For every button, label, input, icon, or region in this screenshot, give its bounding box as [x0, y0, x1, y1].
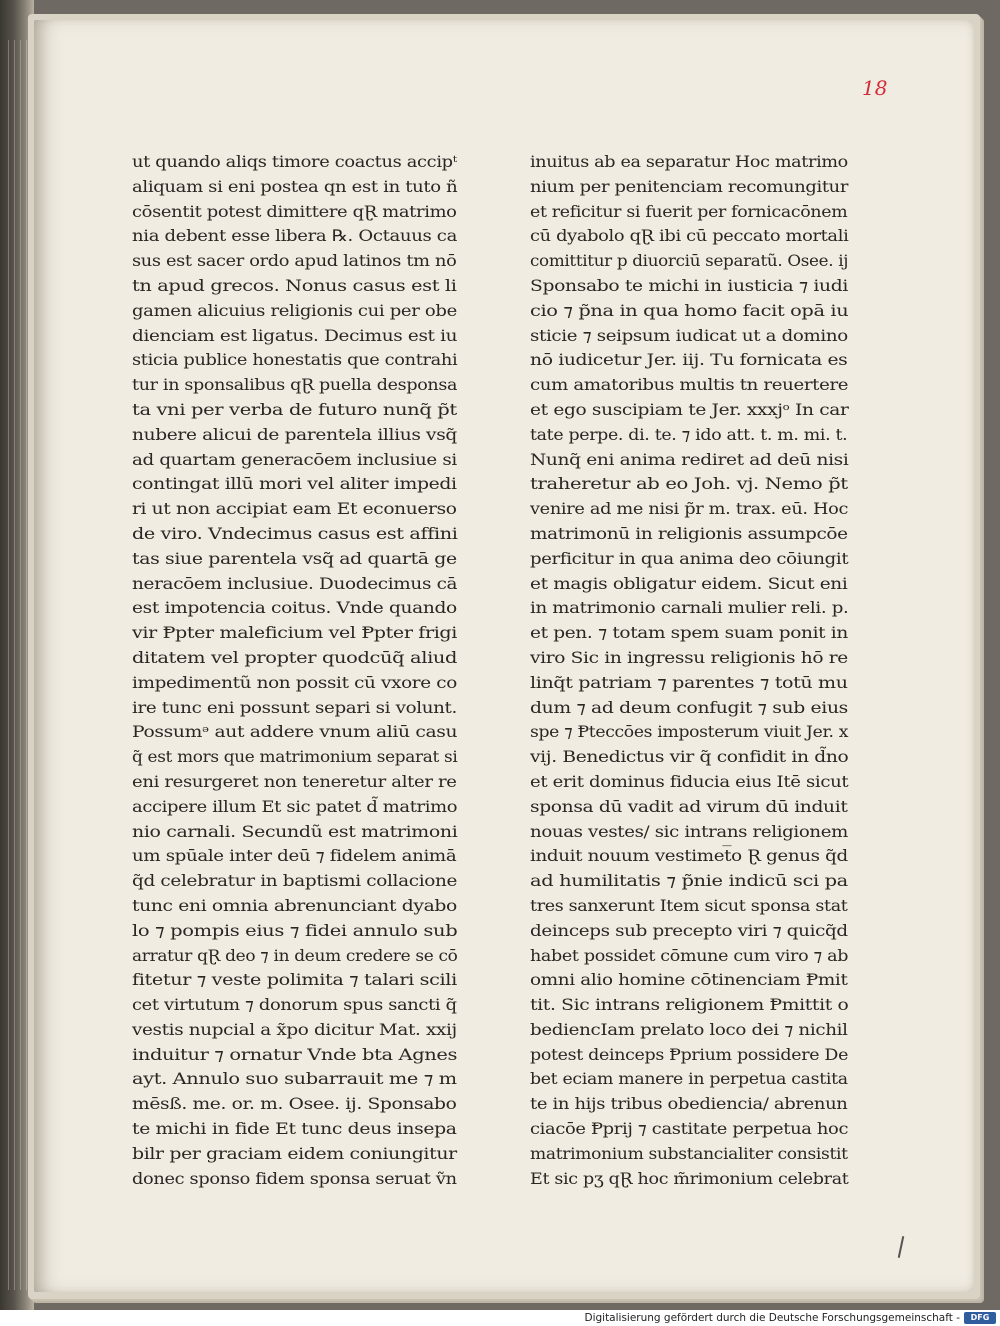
text-line: tunc eni omnia abrenunciant dyabo — [132, 895, 457, 915]
text-line: nō iudicetur Jer. iij. Tu fornicata es — [530, 350, 848, 370]
text-line: venire ad me nisi p̃r m. trax. eū. Hoc — [530, 499, 849, 519]
text-line: in matrimonio carnali mulier reli. p. — [530, 598, 849, 618]
footer-bar — [0, 1310, 1000, 1326]
text-line: bediencIam prelato loco dei ⁊ nichil — [530, 1019, 848, 1039]
text-line: est impotencia coitus. Vnde quando — [132, 598, 457, 618]
digitization-credit: Digitalisierung gefördert durch die Deutsche Forschungsgemeinschaft - — [584, 1312, 960, 1324]
text-line: donec sponso fidem sponsa seruat ṽn — [132, 1168, 457, 1188]
text-line: comittitur p diuorciū separatũ. Osee. ij — [530, 251, 849, 271]
text-line: ad quartam generacōem inclusiue si — [132, 449, 457, 469]
text-line: sponsa dū vadit ad virum dū induit — [530, 796, 848, 816]
text-line: et erit dominus fiducia eius Itē sicut — [530, 771, 849, 791]
text-line: nia debent esse libera ℞. Octauus ca — [132, 226, 458, 246]
text-line: ire tunc eni possunt separi si volunt. — [132, 697, 457, 717]
text-line: dienciam est ligatus. Decimus est iu — [132, 325, 458, 345]
text-line: tn apud grecos. Nonus casus est li — [132, 275, 457, 295]
text-line: eni resurgeret non teneretur alter re — [132, 771, 457, 791]
text-line: ri ut non accipiat eam Et econuerso — [132, 499, 457, 519]
text-line: te michi in fide Et tunc deus insepa — [132, 1119, 457, 1139]
text-line: et ego suscipiam te Jer. xxxjᵒ In car — [530, 399, 849, 419]
text-line: sticie ⁊ seipsum iudicat ut a domino — [530, 325, 848, 345]
text-line: deinceps sub precepto viri ⁊ quicq̃d — [530, 920, 848, 940]
text-line: viro Sic in ingressu religionis hō re — [530, 647, 848, 667]
text-line: vestis nupcial a x̃po dicitur Mat. xxij — [132, 1019, 457, 1039]
dfg-logo-icon: DFG — [964, 1312, 996, 1324]
text-line: tas siue parentela vsq̃ ad quartā ge — [132, 548, 457, 568]
left-text-column — [132, 150, 462, 1191]
text-line: potest deinceps Ᵽprium possidere De — [530, 1044, 849, 1064]
text-line: cum amatoribus multis tn reuertere — [530, 375, 849, 395]
text-line: induitur ⁊ ornatur Vnde bta Agnes — [132, 1044, 458, 1064]
text-line: um spūale inter deū ⁊ fidelem animā — [132, 846, 457, 866]
text-line: ta vni per verba de futuro nunq̃ p̃t — [132, 399, 457, 419]
text-line: tres sanxerunt Item sicut sponsa stat — [530, 895, 848, 915]
text-line: mēsß. me. or. m. Osee. ij. Sponsabo — [132, 1094, 457, 1114]
text-line: bet eciam manere in perpetua castita — [530, 1069, 848, 1089]
text-line: de viro. Vndecimus casus est affini — [132, 523, 458, 543]
text-line: nium per penitenciam recomungitur — [530, 176, 849, 196]
text-line: accipere illum Et sic patet d̃ matrimo — [132, 796, 458, 816]
text-line: habet possidet cōmune cum viro ⁊ ab — [530, 945, 849, 965]
text-line: et pen. ⁊ totam spem suam ponit in — [530, 623, 848, 643]
text-line: gamen alicuius religionis cui per obe — [132, 300, 457, 320]
text-line: ditatem vel propter quodcūq̃ aliud — [132, 647, 458, 667]
text-line: contingat illū mori vel aliter impedi — [132, 474, 457, 494]
text-line: q̃ est mors que matrimonium separat si — [132, 747, 458, 767]
text-line: linq̃t patriam ⁊ parentes ⁊ totū mu — [530, 672, 848, 692]
text-line: dum ⁊ ad deum confugit ⁊ sub eius — [530, 697, 848, 717]
text-line: neracōem inclusiue. Duodecimus cā — [132, 573, 458, 593]
text-line: arratur qⱤ deo ⁊ in deum credere se cō — [132, 945, 458, 965]
text-line: matrimonū in religionis assumpcōe — [530, 523, 848, 543]
text-line: spe ⁊ Ᵽteccōes imposterum viuit Jer. x — [530, 722, 849, 742]
text-line: ut quando aliqs timore coactus accipᵗ — [132, 152, 457, 171]
text-line: inuitus ab ea separatur Hoc matrimo — [530, 152, 848, 171]
folio-number: 18 — [862, 76, 888, 100]
text-line: nio carnali. Secundũ est matrimoni — [132, 821, 458, 841]
text-line: vij. Benedictus vir q̃ confidit in d̃no — [530, 747, 849, 767]
text-line: fitetur ⁊ veste polimita ⁊ talari scili — [132, 970, 457, 990]
text-line: omni alio homine cōtinenciam Ᵽmit — [530, 970, 848, 990]
text-line: nubere alicui de parentela illius vsq̃ — [132, 424, 457, 444]
text-line: Et sic pʒ qⱤ hoc m̃rimonium celebrat — [530, 1168, 849, 1188]
text-line: cōsentit potest dimittere qⱤ matrimo — [132, 201, 457, 221]
text-line: ayt. Annulo suo subarrauit me ⁊ m — [132, 1069, 457, 1089]
right-text-column — [530, 150, 855, 1191]
text-line: Nunq̃ eni anima rediret ad deū nisi — [530, 449, 849, 469]
text-line: Possumᵊ aut addere vnum aliū casu — [132, 722, 458, 742]
text-line: sus est sacer ordo apud latinos tm nō — [132, 251, 457, 271]
text-line: ad humilitatis ⁊ p̃nie indicū sci pa — [530, 871, 848, 891]
text-line: et magis obligatur eidem. Sicut eni — [530, 573, 848, 593]
text-line: cū dyabolo qⱤ ibi cū peccato mortali — [530, 226, 849, 246]
text-line: traheretur ab eo Joh. vj. Nemo p̃t — [530, 474, 848, 494]
text-line: vir Ᵽpter maleficium vel Ᵽpter frigi — [132, 623, 458, 643]
text-line: bilr per graciam eidem coniungitur — [132, 1143, 457, 1163]
text-line: te in hijs tribus obediencia/ abrenun — [530, 1094, 848, 1114]
text-line: q̃d celebratur in baptismi collacione — [132, 871, 458, 891]
text-line: induit nouum vestimet̅o Ɽ genus q̃d — [530, 846, 848, 866]
text-line: matrimonium substancialiter consistit — [530, 1143, 848, 1163]
text-line: lo ⁊ pompis eius ⁊ fidei annulo sub — [132, 920, 458, 940]
text-line: ciacōe Ᵽprij ⁊ castitate perpetua hoc — [530, 1119, 849, 1139]
text-line: Sponsabo te michi in iusticia ⁊ iudi — [530, 275, 848, 295]
text-line: tate perpe. di. te. ⁊ ido att. t. m. mi. t. — [530, 424, 848, 444]
text-line: impedimentũ non possit cū vxore co — [132, 672, 457, 692]
text-line: cio ⁊ p̃na in qua homo facit opā iu — [530, 300, 849, 320]
text-line: nouas vestes/ sic intrans religionem — [530, 821, 848, 841]
text-line: sticia publice honestatis que contrahi — [132, 350, 458, 370]
text-line: perficitur in qua anima deo cōiungit — [530, 548, 849, 568]
text-line: cet virtutum ⁊ donorum spus sancti q̃ — [132, 995, 457, 1015]
text-line: aliquam si eni postea qn est in tuto ñ — [132, 176, 458, 196]
text-line: tur in sponsalibus qⱤ puella desponsa — [132, 375, 458, 395]
text-line: et reficitur si fuerit per fornicacōnem — [530, 201, 848, 221]
text-line: tit. Sic intrans religionem Ᵽmittit o — [530, 995, 849, 1015]
